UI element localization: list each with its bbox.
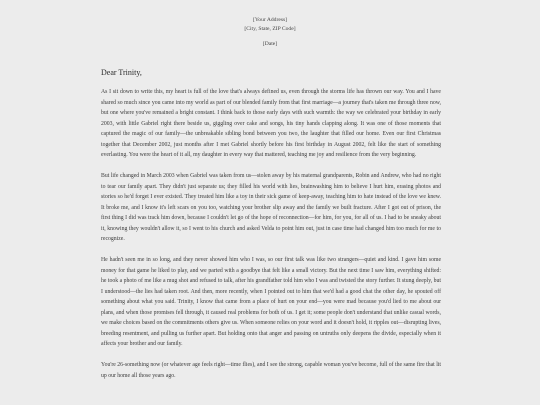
paragraph: You're 26-something now (or whatever age feels right—time flies), and I see the strong, capable woman you've become, full of the same fire that lit up our home all those years ago. xyxy=(101,362,441,379)
paragraph: As I sit down to write this, my heart is full of the love that's always defined us, even through the storms life has thrown our way. You and I have shared so much since you came into my world as part of our blended family from that first marriage—a journey that's taken me through three now, but one where you've remained a bright constant. I think back to those early days with such warmth: the way we celebrated your birthday in early 2003, with little Gabriel right there beside us, giggling over cake and songs, his tiny hands clapping along. It was one of those moments that captured the magic of our family—the unbreakable sibling bond between you two, the laughter that filled our home. Even our first Christmas together that December 2002, just months after I met Gabriel shortly before his first birthday in August 2002, felt like the start of something everlasting. You were the heart of it all, my daughter in every way that mattered, teaching me joy and resilience from the very beginning. xyxy=(101,89,441,158)
sender-city-state-zip: [City, State, ZIP Code] xyxy=(244,26,296,32)
sender-address: [Your Address] xyxy=(252,17,288,23)
letter-header xyxy=(0,16,540,34)
paragraph: But life changed in March 2003 when Gabriel was taken from us—stolen away by his maternal grandparents, Robin and Andrew, who had no right to tear our family apart. They didn't just separate us; they filled his world with lies, brainwashing him to believe I hurt him, erasing photos and stories so he'd forget I ever existed. They treated him like a toy in their sick game of keep-away, teaching him to hate instead of the love we knew. It broke me, and I know it's left scars on you too, watching your brother slip away and the family we built fracture. After I got out of prison, the first thing I did was track him down, because I couldn't let go of the hope of reconnection—for him, for you, for all of us. I had to be sneaky about it, knowing they wouldn't allow it, so I went to his church and asked Velda to point him out, just in case time had changed him too much for me to recognize. xyxy=(101,173,441,242)
letter-date: [Date] xyxy=(262,41,278,47)
letter-body xyxy=(101,87,441,392)
salutation: Dear Trinity, xyxy=(101,68,142,77)
paragraph: He hadn't seen me in so long, and they never showed him who I was, so our first talk was like two strangers—quiet and kind. I gave him some money for that game he liked to play, and we parted with a goodbye that felt like a small victory. But the next time I saw him, everything shifted: he took a photo of me like a mug shot and refused to talk, after his grandfather told him who I was and twisted the story further. It stung deeply, but I understood—the lies had taken root. And then, more recently, when I pointed out to him that we'd had a good chat the other day, he spouted off something about what you said. Trinity, I know that came from a place of hurt on your end—you were mad because you'd lied to me about our plans, and when those promises fell through, it caused real problems for both of us. I get it; some people don't understand that unlike casual words, we make choices based on the commitments others give us. When someone relies on your word and it doesn't hold, it ripples out—disrupting lives, breeding resentment, and pulling us further apart. But holding onto that anger and passing on untruths only deepens the divide, especially when it affects your brother and our family. xyxy=(101,257,441,347)
